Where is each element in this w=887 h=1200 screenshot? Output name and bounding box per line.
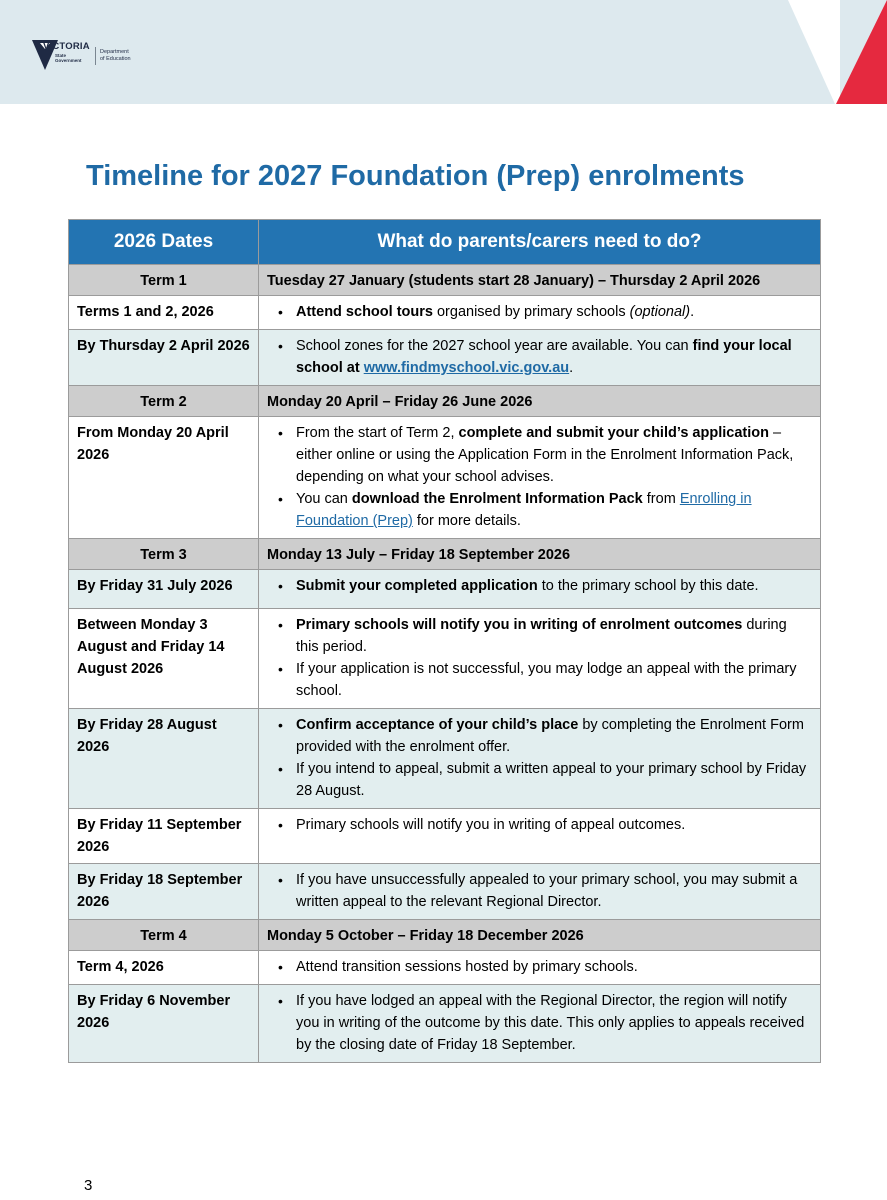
table-row — [69, 985, 821, 1063]
table-row — [69, 809, 821, 864]
bullet-item — [267, 488, 812, 532]
term-dates: Monday 5 October – Friday 18 December 2026 — [259, 920, 821, 951]
bullet-item — [267, 422, 812, 488]
text: You can — [296, 491, 352, 507]
row-date: From Monday 20 April 2026 — [69, 417, 259, 539]
term-name: Term 2 — [69, 386, 259, 417]
term-row — [69, 539, 821, 570]
table-row — [69, 570, 821, 609]
text: . — [690, 304, 695, 320]
bold-text: complete and submit your child’s application — [458, 425, 769, 441]
row-date: By Friday 6 November 2026 — [69, 985, 259, 1063]
text: from — [642, 491, 680, 507]
term-name: Term 4 — [69, 920, 259, 951]
logo-dept-2: of Education — [100, 56, 131, 62]
term-row — [69, 920, 821, 951]
page-title: Timeline for 2027 Foundation (Prep) enrolments — [86, 160, 745, 192]
bullet-item — [267, 301, 812, 323]
row-date: By Friday 28 August 2026 — [69, 709, 259, 809]
term-dates: Tuesday 27 January (students start 28 January) – Thursday 2 April 2026 — [259, 265, 821, 296]
table-row — [69, 330, 821, 386]
victoria-government-logo — [32, 40, 142, 72]
term-dates: Monday 13 July – Friday 18 September 2026 — [259, 539, 821, 570]
enrolling-foundation-link[interactable]: Enrolling in Foundation (Prep) — [296, 491, 752, 529]
bullet-item: • If you have lodged an appeal with the Regional Director, the region will notify you in writing of the outcome by this date. This only applies to appeals received by the closing date of Friday 18 September. — [267, 990, 812, 1056]
table-row — [69, 609, 821, 709]
logo-victoria-word: VICTORIA — [43, 41, 90, 52]
row-date: By Friday 31 July 2026 — [69, 570, 259, 609]
text: find your local school at — [296, 338, 792, 376]
bold-text: Attend school tours — [296, 304, 433, 320]
row-date: Terms 1 and 2, 2026 — [69, 296, 259, 330]
logo-sub-state: State — [55, 53, 67, 58]
text: during this period. — [296, 617, 787, 655]
logo-dept-1: Department — [100, 49, 129, 55]
bold-text: Primary schools will notify you in writing of enrolment outcomes — [296, 617, 743, 633]
table-row — [69, 417, 821, 539]
text: for more details. — [412, 513, 521, 529]
table-row — [69, 709, 821, 809]
page-number: 3 — [84, 1177, 93, 1194]
bullet-item — [267, 714, 812, 758]
row-actions — [259, 570, 821, 609]
row-actions — [259, 417, 821, 539]
term-name: Term 1 — [69, 265, 259, 296]
term-dates: Monday 20 April – Friday 26 June 2026 — [259, 386, 821, 417]
bold-text: download the Enrolment Information Pack — [351, 491, 643, 507]
row-date: Term 4, 2026 — [69, 951, 259, 985]
table-header-row — [69, 220, 821, 265]
enrolment-timeline-table — [68, 219, 821, 1063]
logo-sub-government: Government — [55, 58, 82, 63]
bold-text: Submit your completed application — [296, 578, 538, 594]
term-name: Term 3 — [69, 539, 259, 570]
bullet-item: • If you intend to appeal, submit a written appeal to your primary school by Friday 28 August. — [267, 758, 812, 802]
bold-text: Confirm acceptance of your child’s place — [296, 717, 579, 733]
logo-divider — [95, 47, 96, 65]
text: to the primary school by this date. — [537, 578, 759, 594]
text: by completing the Enrolment Form provided with the enrolment offer. — [296, 717, 804, 755]
text: From the start of Term 2, — [296, 425, 459, 441]
italic-text: (optional) — [629, 304, 691, 320]
row-date: By Thursday 2 April 2026 — [69, 330, 259, 386]
row-actions — [259, 951, 821, 985]
row-actions — [259, 709, 821, 809]
text: . — [569, 360, 574, 376]
bullet-item — [267, 335, 812, 379]
table-row — [69, 864, 821, 920]
table-row — [69, 951, 821, 985]
row-actions — [259, 330, 821, 386]
col-header-actions: What do parents/carers need to do? — [259, 220, 821, 265]
bullet-item — [267, 614, 812, 658]
row-date: Between Monday 3 August and Friday 14 August 2026 — [69, 609, 259, 709]
text: – either online or using the Application Form in the Enrolment Information Pack, depending on what your school advises. — [296, 425, 794, 485]
table-row — [69, 296, 821, 330]
col-header-dates: 2026 Dates — [69, 220, 259, 265]
logo-department — [100, 49, 131, 63]
bullet-item: • If your application is not successful, you may lodge an appeal with the primary school. — [267, 658, 812, 702]
row-actions — [259, 809, 821, 864]
bullet-item: • If you have unsuccessfully appealed to your primary school, you may submit a written appeal to the relevant Regional Director. — [267, 869, 812, 913]
term-row — [69, 265, 821, 296]
logo-state-government — [55, 53, 82, 63]
bullet-item — [267, 575, 812, 597]
row-date: By Friday 18 September 2026 — [69, 864, 259, 920]
row-actions — [259, 609, 821, 709]
row-date: By Friday 11 September 2026 — [69, 809, 259, 864]
row-actions — [259, 985, 821, 1063]
bullet-item: • Primary schools will notify you in writing of appeal outcomes. — [267, 814, 812, 836]
row-actions — [259, 296, 821, 330]
text: organised by primary schools — [432, 304, 630, 320]
term-row — [69, 386, 821, 417]
findmyschool-link[interactable]: www.findmyschool.vic.gov.au — [363, 360, 570, 376]
text: School zones for the 2027 school year are available. You can — [296, 338, 693, 354]
bullet-item: • Attend transition sessions hosted by primary schools. — [267, 956, 812, 978]
row-actions — [259, 864, 821, 920]
